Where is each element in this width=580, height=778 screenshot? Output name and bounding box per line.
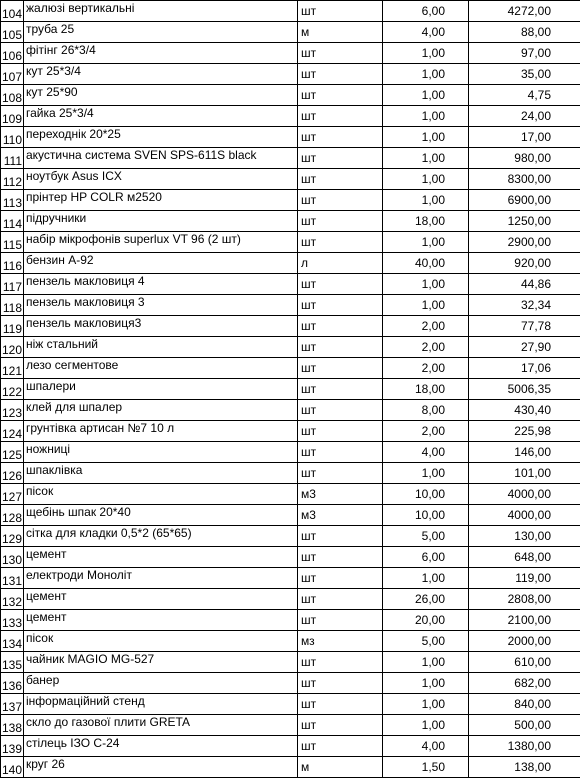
item-name-cell[interactable]: ножниці (24, 442, 298, 463)
table-row (1, 22, 580, 43)
row-number-cell[interactable]: 111 (1, 148, 24, 169)
item-name-cell[interactable]: пісок (24, 631, 298, 652)
quantity-cell[interactable]: 4,00 (383, 736, 469, 757)
unit-cell[interactable]: шт (298, 148, 383, 169)
item-name-cell[interactable]: інформаційний стенд (24, 694, 298, 715)
amount-cell[interactable]: 35,00 (469, 64, 580, 85)
row-number-cell[interactable]: 110 (1, 127, 24, 148)
table-row (1, 85, 580, 106)
row-number-cell[interactable]: 109 (1, 106, 24, 127)
table-row (1, 463, 580, 484)
amount-cell[interactable]: 2100,00 (469, 610, 580, 631)
table-row (1, 64, 580, 85)
quantity-cell[interactable]: 1,00 (383, 568, 469, 589)
table-row (1, 253, 580, 274)
row-number-cell[interactable]: 139 (1, 736, 24, 757)
row-number-cell[interactable]: 107 (1, 64, 24, 85)
table-row (1, 631, 580, 652)
row-number-cell[interactable]: 118 (1, 295, 24, 316)
unit-cell[interactable]: шт (298, 400, 383, 421)
amount-cell[interactable]: 17,00 (469, 127, 580, 148)
unit-cell[interactable]: шт (298, 589, 383, 610)
quantity-cell[interactable]: 1,00 (383, 295, 469, 316)
amount-cell[interactable]: 88,00 (469, 22, 580, 43)
unit-cell[interactable]: шт (298, 379, 383, 400)
amount-cell[interactable]: 77,78 (469, 316, 580, 337)
unit-cell[interactable]: шт (298, 337, 383, 358)
row-number-cell[interactable]: 124 (1, 421, 24, 442)
table-row (1, 148, 580, 169)
quantity-cell[interactable]: 1,00 (383, 673, 469, 694)
item-name-cell[interactable]: бензин А-92 (24, 253, 298, 274)
item-name-cell[interactable]: цемент (24, 547, 298, 568)
unit-cell[interactable]: шт (298, 1, 383, 22)
item-name-cell[interactable]: пензель макловиця 3 (24, 295, 298, 316)
quantity-cell[interactable]: 18,00 (383, 211, 469, 232)
table-row (1, 106, 580, 127)
unit-cell[interactable]: шт (298, 526, 383, 547)
table-row (1, 1, 580, 22)
row-number-cell[interactable]: 105 (1, 22, 24, 43)
quantity-cell[interactable]: 8,00 (383, 400, 469, 421)
unit-cell[interactable]: шт (298, 127, 383, 148)
row-number-cell[interactable]: 123 (1, 400, 24, 421)
quantity-cell[interactable]: 1,00 (383, 106, 469, 127)
quantity-cell[interactable]: 1,00 (383, 169, 469, 190)
table-row (1, 211, 580, 232)
quantity-cell[interactable]: 1,00 (383, 694, 469, 715)
amount-cell[interactable]: 430,40 (469, 400, 580, 421)
amount-cell[interactable]: 840,00 (469, 694, 580, 715)
item-name-cell[interactable]: цемент (24, 610, 298, 631)
quantity-cell[interactable]: 6,00 (383, 547, 469, 568)
amount-cell[interactable]: 682,00 (469, 673, 580, 694)
table-row (1, 484, 580, 505)
table-row (1, 379, 580, 400)
unit-cell[interactable]: м3 (298, 505, 383, 526)
item-name-cell[interactable]: жалюзі вертикальні (24, 1, 298, 22)
amount-cell[interactable]: 225,98 (469, 421, 580, 442)
item-name-cell[interactable]: лезо сегментове (24, 358, 298, 379)
item-name-cell[interactable]: електроди Моноліт (24, 568, 298, 589)
row-number-cell[interactable]: 132 (1, 589, 24, 610)
quantity-cell[interactable]: 6,00 (383, 1, 469, 22)
quantity-cell[interactable]: 10,00 (383, 484, 469, 505)
quantity-cell[interactable]: 2,00 (383, 316, 469, 337)
item-name-cell[interactable]: чайник MAGIO MG-527 (24, 652, 298, 673)
amount-cell[interactable]: 32,34 (469, 295, 580, 316)
quantity-cell[interactable]: 40,00 (383, 253, 469, 274)
item-name-cell[interactable]: цемент (24, 589, 298, 610)
quantity-cell[interactable]: 1,00 (383, 148, 469, 169)
table-row (1, 400, 580, 421)
amount-cell[interactable]: 2000,00 (469, 631, 580, 652)
amount-cell[interactable]: 119,00 (469, 568, 580, 589)
item-name-cell[interactable]: щебінь шпак 20*40 (24, 505, 298, 526)
item-name-cell[interactable]: пензель макловиця 4 (24, 274, 298, 295)
unit-cell[interactable]: шт (298, 295, 383, 316)
table-row (1, 526, 580, 547)
unit-cell[interactable]: м3 (298, 484, 383, 505)
unit-cell[interactable]: шт (298, 43, 383, 64)
amount-cell[interactable]: 5006,35 (469, 379, 580, 400)
amount-cell[interactable]: 610,00 (469, 652, 580, 673)
table-row (1, 169, 580, 190)
quantity-cell[interactable]: 1,00 (383, 43, 469, 64)
unit-cell[interactable]: шт (298, 715, 383, 736)
unit-cell[interactable]: шт (298, 169, 383, 190)
quantity-cell[interactable]: 1,00 (383, 85, 469, 106)
amount-cell[interactable]: 1250,00 (469, 211, 580, 232)
item-name-cell[interactable]: банер (24, 673, 298, 694)
item-name-cell[interactable]: кут 25*90 (24, 85, 298, 106)
unit-cell[interactable]: шт (298, 568, 383, 589)
item-name-cell[interactable]: пісок (24, 484, 298, 505)
quantity-cell[interactable]: 10,00 (383, 505, 469, 526)
item-name-cell[interactable]: сітка для кладки 0,5*2 (65*65) (24, 526, 298, 547)
quantity-cell[interactable]: 2,00 (383, 421, 469, 442)
table-row (1, 589, 580, 610)
row-number-cell[interactable]: 119 (1, 316, 24, 337)
row-number-cell[interactable]: 126 (1, 463, 24, 484)
unit-cell[interactable]: шт (298, 736, 383, 757)
quantity-cell[interactable]: 5,00 (383, 631, 469, 652)
amount-cell[interactable]: 6900,00 (469, 190, 580, 211)
table-row (1, 421, 580, 442)
amount-cell[interactable]: 44,86 (469, 274, 580, 295)
row-number-cell[interactable]: 104 (1, 1, 24, 22)
item-name-cell[interactable]: шпалери (24, 379, 298, 400)
row-number-cell[interactable]: 137 (1, 694, 24, 715)
unit-cell[interactable]: шт (298, 421, 383, 442)
amount-cell[interactable]: 27,90 (469, 337, 580, 358)
quantity-cell[interactable]: 1,00 (383, 64, 469, 85)
row-number-cell[interactable]: 130 (1, 547, 24, 568)
quantity-cell[interactable]: 1,00 (383, 190, 469, 211)
row-number-cell[interactable]: 117 (1, 274, 24, 295)
quantity-cell[interactable]: 20,00 (383, 610, 469, 631)
table-row (1, 610, 580, 631)
unit-cell[interactable]: шт (298, 610, 383, 631)
amount-cell[interactable]: 4000,00 (469, 484, 580, 505)
row-number-cell[interactable]: 140 (1, 757, 24, 778)
table-row (1, 757, 580, 778)
item-name-cell[interactable]: ніж стальний (24, 337, 298, 358)
row-number-cell[interactable]: 120 (1, 337, 24, 358)
row-number-cell[interactable]: 135 (1, 652, 24, 673)
table-row (1, 673, 580, 694)
unit-cell[interactable]: м (298, 757, 383, 778)
row-number-cell[interactable]: 112 (1, 169, 24, 190)
unit-cell[interactable]: шт (298, 274, 383, 295)
row-number-cell[interactable]: 122 (1, 379, 24, 400)
item-name-cell[interactable]: прінтер HP COLR м2520 (24, 190, 298, 211)
unit-cell[interactable]: шт (298, 211, 383, 232)
table-row (1, 568, 580, 589)
amount-cell[interactable]: 648,00 (469, 547, 580, 568)
table-row (1, 736, 580, 757)
quantity-cell[interactable]: 1,00 (383, 715, 469, 736)
row-number-cell[interactable]: 106 (1, 43, 24, 64)
table-row (1, 337, 580, 358)
row-number-cell[interactable]: 121 (1, 358, 24, 379)
item-name-cell[interactable]: шпаклівка (24, 463, 298, 484)
table-row (1, 274, 580, 295)
unit-cell[interactable]: шт (298, 442, 383, 463)
row-number-cell[interactable]: 128 (1, 505, 24, 526)
quantity-cell[interactable]: 1,50 (383, 757, 469, 778)
quantity-cell[interactable]: 4,00 (383, 442, 469, 463)
unit-cell[interactable]: шт (298, 106, 383, 127)
unit-cell[interactable]: шт (298, 85, 383, 106)
amount-cell[interactable]: 138,00 (469, 757, 580, 778)
item-name-cell[interactable]: гайка 25*3/4 (24, 106, 298, 127)
unit-cell[interactable]: шт (298, 190, 383, 211)
row-number-cell[interactable]: 138 (1, 715, 24, 736)
amount-cell[interactable]: 130,00 (469, 526, 580, 547)
table-row (1, 505, 580, 526)
quantity-cell[interactable]: 26,00 (383, 589, 469, 610)
quantity-cell[interactable]: 1,00 (383, 232, 469, 253)
table-row (1, 127, 580, 148)
row-number-cell[interactable]: 136 (1, 673, 24, 694)
unit-cell[interactable]: м (298, 22, 383, 43)
amount-cell[interactable]: 8300,00 (469, 169, 580, 190)
amount-cell[interactable]: 146,00 (469, 442, 580, 463)
quantity-cell[interactable]: 1,00 (383, 127, 469, 148)
row-number-cell[interactable]: 131 (1, 568, 24, 589)
quantity-cell[interactable]: 2,00 (383, 358, 469, 379)
amount-cell[interactable]: 97,00 (469, 43, 580, 64)
item-name-cell[interactable]: набір мікрофонів superlux VT 96 (2 шт) (24, 232, 298, 253)
unit-cell[interactable]: шт (298, 463, 383, 484)
item-name-cell[interactable]: клей для шпалер (24, 400, 298, 421)
amount-cell[interactable]: 2808,00 (469, 589, 580, 610)
quantity-cell[interactable]: 5,00 (383, 526, 469, 547)
item-name-cell[interactable]: кут 25*3/4 (24, 64, 298, 85)
row-number-cell[interactable]: 133 (1, 610, 24, 631)
unit-cell[interactable]: шт (298, 694, 383, 715)
amount-cell[interactable]: 17,06 (469, 358, 580, 379)
table-row (1, 316, 580, 337)
item-name-cell[interactable]: переходнік 20*25 (24, 127, 298, 148)
table-row (1, 358, 580, 379)
row-number-cell[interactable]: 113 (1, 190, 24, 211)
unit-cell[interactable]: шт (298, 316, 383, 337)
unit-cell[interactable]: мз (298, 631, 383, 652)
row-number-cell[interactable]: 134 (1, 631, 24, 652)
unit-cell[interactable]: шт (298, 64, 383, 85)
amount-cell[interactable]: 2900,00 (469, 232, 580, 253)
item-name-cell[interactable]: фітінг 26*3/4 (24, 43, 298, 64)
unit-cell[interactable]: шт (298, 547, 383, 568)
row-number-cell[interactable]: 116 (1, 253, 24, 274)
table-row (1, 190, 580, 211)
item-name-cell[interactable]: скло до газової плити GRETA (24, 715, 298, 736)
unit-cell[interactable]: шт (298, 652, 383, 673)
row-number-cell[interactable]: 108 (1, 85, 24, 106)
item-name-cell[interactable]: пензель макловиця3 (24, 316, 298, 337)
item-name-cell[interactable]: грунтівка артисан №7 10 л (24, 421, 298, 442)
item-name-cell[interactable]: стілець ІЗО С-24 (24, 736, 298, 757)
item-name-cell[interactable]: круг 26 (24, 757, 298, 778)
table-row (1, 547, 580, 568)
amount-cell[interactable]: 1380,00 (469, 736, 580, 757)
amount-cell[interactable]: 4272,00 (469, 1, 580, 22)
amount-cell[interactable]: 920,00 (469, 253, 580, 274)
quantity-cell[interactable]: 18,00 (383, 379, 469, 400)
table-body (1, 1, 580, 778)
quantity-cell[interactable]: 2,00 (383, 337, 469, 358)
table-row (1, 295, 580, 316)
unit-cell[interactable]: шт (298, 358, 383, 379)
item-name-cell[interactable]: підручники (24, 211, 298, 232)
quantity-cell[interactable]: 1,00 (383, 652, 469, 673)
item-name-cell[interactable]: труба 25 (24, 22, 298, 43)
unit-cell[interactable]: шт (298, 232, 383, 253)
row-number-cell[interactable]: 129 (1, 526, 24, 547)
row-number-cell[interactable]: 125 (1, 442, 24, 463)
amount-cell[interactable]: 4,75 (469, 85, 580, 106)
amount-cell[interactable]: 500,00 (469, 715, 580, 736)
table-row (1, 652, 580, 673)
table-row (1, 43, 580, 64)
amount-cell[interactable]: 101,00 (469, 463, 580, 484)
item-name-cell[interactable]: ноутбук Asus ICX (24, 169, 298, 190)
unit-cell[interactable]: шт (298, 673, 383, 694)
table-row (1, 442, 580, 463)
row-number-cell[interactable]: 127 (1, 484, 24, 505)
item-name-cell[interactable]: акустична система SVEN SPS-611S black (24, 148, 298, 169)
quantity-cell[interactable]: 4,00 (383, 22, 469, 43)
amount-cell[interactable]: 4000,00 (469, 505, 580, 526)
row-number-cell[interactable]: 115 (1, 232, 24, 253)
table-row (1, 694, 580, 715)
quantity-cell[interactable]: 1,00 (383, 463, 469, 484)
table-row (1, 715, 580, 736)
unit-cell[interactable]: л (298, 253, 383, 274)
quantity-cell[interactable]: 1,00 (383, 274, 469, 295)
amount-cell[interactable]: 980,00 (469, 148, 580, 169)
table-row (1, 232, 580, 253)
amount-cell[interactable]: 24,00 (469, 106, 580, 127)
row-number-cell[interactable]: 114 (1, 211, 24, 232)
